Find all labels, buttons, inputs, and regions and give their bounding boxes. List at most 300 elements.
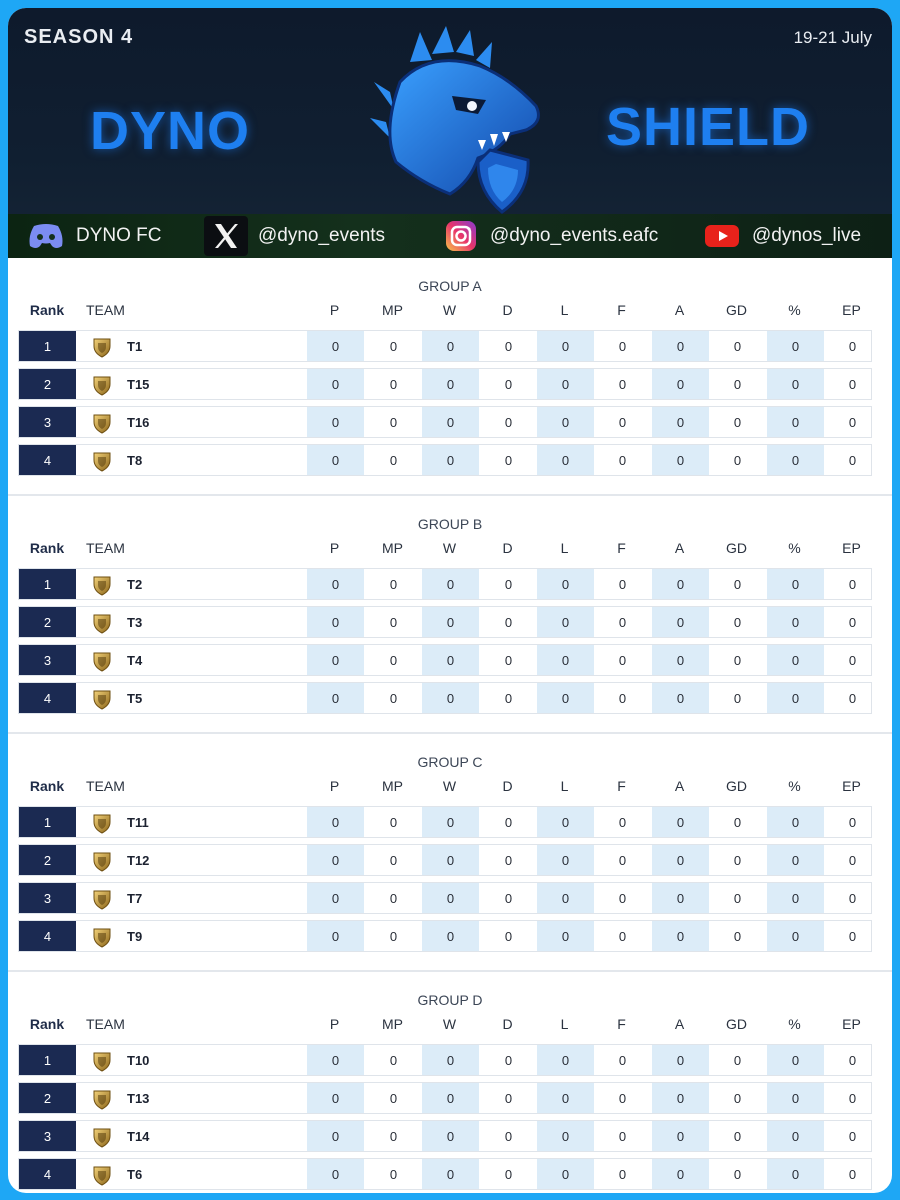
stat-cell: 0 [307, 845, 364, 875]
stat-cell: 0 [422, 883, 479, 913]
column-header-stat: F [617, 540, 626, 556]
stat-cell: 0 [422, 1121, 479, 1151]
team-name: T14 [127, 1128, 150, 1144]
stat-cell: 0 [733, 852, 742, 868]
stat-cell: 0 [652, 369, 709, 399]
column-header-stat: F [617, 302, 626, 318]
stat-cell: 0 [652, 645, 709, 675]
column-header-stat: EP [842, 540, 861, 556]
stat-cell: 0 [504, 852, 513, 868]
stat-cell: 0 [652, 607, 709, 637]
stat-cell: 0 [767, 645, 824, 675]
stat-cell: 0 [618, 928, 627, 944]
stat-cell: 0 [389, 928, 398, 944]
table-row[interactable] [18, 1044, 872, 1076]
team-name: T10 [127, 1052, 150, 1068]
stat-cell: 0 [733, 1128, 742, 1144]
table-row[interactable] [18, 568, 872, 600]
stat-cell: 0 [767, 607, 824, 637]
stat-cell: 0 [618, 1090, 627, 1106]
stat-cell: 0 [848, 928, 857, 944]
team-name: T3 [127, 614, 143, 630]
stat-cell: 0 [537, 807, 594, 837]
stat-cell: 0 [652, 407, 709, 437]
column-header-stat: W [442, 302, 457, 318]
stat-cell: 0 [848, 338, 857, 354]
stat-cell: 0 [733, 614, 742, 630]
social-label: @dyno_events.eafc [490, 225, 659, 246]
stat-cell: 0 [504, 614, 513, 630]
table-row[interactable] [18, 806, 872, 838]
stat-cell: 0 [848, 690, 857, 706]
stat-cell: 0 [422, 1045, 479, 1075]
column-header-stat: W [442, 778, 457, 794]
group-table [8, 496, 892, 734]
stat-cell: 0 [537, 921, 594, 951]
rank-cell: 2 [19, 845, 76, 875]
stat-cell: 0 [652, 1083, 709, 1113]
stat-cell: 0 [767, 445, 824, 475]
stat-cell: 0 [767, 845, 824, 875]
team-shield-icon [91, 812, 113, 834]
column-header-stat: MP [382, 540, 403, 556]
column-header-stat: L [560, 1016, 569, 1032]
column-header-team: TEAM [86, 1016, 125, 1032]
stat-cell: 0 [652, 1045, 709, 1075]
table-row[interactable] [18, 682, 872, 714]
stat-cell: 0 [767, 1121, 824, 1151]
stat-cell: 0 [307, 569, 364, 599]
team-name: T16 [127, 414, 150, 430]
column-header-stat: EP [842, 302, 861, 318]
stat-cell: 0 [848, 652, 857, 668]
stat-cell: 0 [389, 852, 398, 868]
column-header-stat: P [329, 302, 340, 318]
column-header-rank: Rank [29, 540, 65, 556]
column-header-stat: W [442, 1016, 457, 1032]
stat-cell: 0 [307, 1159, 364, 1189]
stat-cell: 0 [848, 890, 857, 906]
stat-cell: 0 [848, 814, 857, 830]
team-shield-icon [91, 850, 113, 872]
stat-cell: 0 [389, 1128, 398, 1144]
rank-cell: 1 [19, 807, 76, 837]
column-header-stat: A [674, 540, 685, 556]
column-header-rank: Rank [29, 778, 65, 794]
stat-cell: 0 [422, 1083, 479, 1113]
stat-cell: 0 [389, 690, 398, 706]
stat-cell: 0 [422, 331, 479, 361]
table-header [8, 540, 892, 558]
rank-cell: 4 [19, 683, 76, 713]
stat-cell: 0 [504, 576, 513, 592]
social-bar [8, 214, 892, 258]
stat-cell: 0 [767, 921, 824, 951]
stat-cell: 0 [389, 1166, 398, 1182]
stat-cell: 0 [537, 845, 594, 875]
stat-cell: 0 [652, 683, 709, 713]
stat-cell: 0 [733, 576, 742, 592]
stat-cell: 0 [307, 1083, 364, 1113]
stat-cell: 0 [767, 807, 824, 837]
stat-cell: 0 [733, 1052, 742, 1068]
stat-cell: 0 [307, 1045, 364, 1075]
stat-cell: 0 [618, 1166, 627, 1182]
stat-cell: 0 [537, 569, 594, 599]
column-header-stat: MP [382, 778, 403, 794]
column-header-stat: D [502, 1016, 513, 1032]
stat-cell: 0 [504, 338, 513, 354]
column-header-stat: A [674, 778, 685, 794]
stat-cell: 0 [618, 376, 627, 392]
group-title: GROUP B [417, 516, 483, 532]
rank-cell: 4 [19, 1159, 76, 1189]
table-header [8, 778, 892, 796]
team-name: T12 [127, 852, 150, 868]
stat-cell: 0 [389, 814, 398, 830]
stat-cell: 0 [848, 1052, 857, 1068]
stat-cell: 0 [537, 445, 594, 475]
stat-cell: 0 [389, 452, 398, 468]
event-banner [8, 8, 892, 258]
team-shield-icon [91, 374, 113, 396]
rank-cell: 3 [19, 645, 76, 675]
stat-cell: 0 [504, 1166, 513, 1182]
group-title: GROUP D [417, 992, 483, 1008]
stat-cell: 0 [307, 883, 364, 913]
team-name: T8 [127, 452, 143, 468]
stat-cell: 0 [848, 614, 857, 630]
stat-cell: 0 [767, 1045, 824, 1075]
column-header-stat: EP [842, 1016, 861, 1032]
stat-cell: 0 [307, 645, 364, 675]
group-title: GROUP C [417, 754, 483, 770]
stat-cell: 0 [307, 331, 364, 361]
stat-cell: 0 [307, 807, 364, 837]
table-row[interactable] [18, 1120, 872, 1152]
table-row[interactable] [18, 1082, 872, 1114]
social-label: @dyno_events [258, 225, 386, 246]
stat-cell: 0 [537, 883, 594, 913]
team-name: T15 [127, 376, 150, 392]
stat-cell: 0 [504, 652, 513, 668]
event-dates: 19-21 July [793, 28, 872, 47]
stat-cell: 0 [733, 338, 742, 354]
rank-cell: 2 [19, 607, 76, 637]
team-name: T7 [127, 890, 143, 906]
stat-cell: 0 [767, 1159, 824, 1189]
column-header-stat: MP [382, 302, 403, 318]
stat-cell: 0 [504, 1128, 513, 1144]
team-shield-icon [91, 1164, 113, 1186]
team-shield-icon [91, 650, 113, 672]
stat-cell: 0 [618, 852, 627, 868]
stat-cell: 0 [422, 445, 479, 475]
column-header-stat: L [560, 302, 569, 318]
stat-cell: 0 [618, 690, 627, 706]
table-row[interactable] [18, 606, 872, 638]
team-shield-icon [91, 450, 113, 472]
stat-cell: 0 [422, 683, 479, 713]
stat-cell: 0 [848, 414, 857, 430]
social-x[interactable] [204, 214, 385, 258]
stat-cell: 0 [618, 452, 627, 468]
stat-cell: 0 [307, 445, 364, 475]
column-header-team: TEAM [86, 540, 125, 556]
stat-cell: 0 [307, 369, 364, 399]
social-label: DYNO FC [76, 225, 162, 246]
social-instagram[interactable] [444, 214, 658, 258]
stat-cell: 0 [422, 569, 479, 599]
stat-cell: 0 [618, 614, 627, 630]
stat-cell: 0 [618, 414, 627, 430]
title-dyno: DYNO [90, 101, 251, 161]
stat-cell: 0 [652, 569, 709, 599]
team-shield-icon [91, 612, 113, 634]
column-header-stat: % [788, 302, 801, 318]
rank-cell: 4 [19, 445, 76, 475]
stat-cell: 0 [537, 331, 594, 361]
stat-cell: 0 [537, 683, 594, 713]
team-shield-icon [91, 688, 113, 710]
stat-cell: 0 [389, 890, 398, 906]
stat-cell: 0 [389, 338, 398, 354]
stat-cell: 0 [767, 407, 824, 437]
stat-cell: 0 [652, 445, 709, 475]
team-shield-icon [91, 1050, 113, 1072]
stat-cell: 0 [389, 614, 398, 630]
team-name: T5 [127, 690, 143, 706]
stat-cell: 0 [618, 576, 627, 592]
stat-cell: 0 [848, 1166, 857, 1182]
table-row[interactable] [18, 920, 872, 952]
stat-cell: 0 [504, 1090, 513, 1106]
stat-cell: 0 [652, 1159, 709, 1189]
stat-cell: 0 [767, 569, 824, 599]
rank-cell: 2 [19, 369, 76, 399]
table-row[interactable] [18, 882, 872, 914]
stat-cell: 0 [618, 1052, 627, 1068]
group-table [8, 734, 892, 972]
column-header-stat: GD [726, 302, 747, 318]
team-name: T1 [127, 338, 143, 354]
stat-cell: 0 [618, 1128, 627, 1144]
team-shield-icon [91, 336, 113, 358]
column-header-stat: % [788, 540, 801, 556]
stat-cell: 0 [537, 607, 594, 637]
social-label: @dynos_live [752, 225, 862, 246]
column-header-rank: Rank [29, 1016, 65, 1032]
column-header-stat: A [674, 1016, 685, 1032]
standings-card [8, 8, 892, 1193]
stat-cell: 0 [389, 1052, 398, 1068]
column-header-stat: L [560, 540, 569, 556]
stat-cell: 0 [618, 814, 627, 830]
stat-cell: 0 [307, 607, 364, 637]
stat-cell: 0 [537, 369, 594, 399]
social-youtube[interactable] [704, 214, 861, 258]
rank-cell: 1 [19, 1045, 76, 1075]
group-table [8, 972, 892, 1193]
group-table [8, 258, 892, 496]
stat-cell: 0 [733, 690, 742, 706]
column-header-stat: F [617, 1016, 626, 1032]
stat-cell: 0 [537, 1045, 594, 1075]
stat-cell: 0 [307, 683, 364, 713]
dragon-shield-icon [360, 22, 550, 217]
stat-cell: 0 [848, 452, 857, 468]
table-row[interactable] [18, 406, 872, 438]
stat-cell: 0 [767, 331, 824, 361]
rank-cell: 1 [19, 331, 76, 361]
discord-icon [26, 222, 66, 250]
column-header-stat: D [502, 302, 513, 318]
stat-cell: 0 [733, 452, 742, 468]
stat-cell: 0 [848, 576, 857, 592]
stat-cell: 0 [422, 807, 479, 837]
stat-cell: 0 [733, 414, 742, 430]
stat-cell: 0 [848, 852, 857, 868]
stat-cell: 0 [652, 331, 709, 361]
stat-cell: 0 [422, 921, 479, 951]
stat-cell: 0 [504, 414, 513, 430]
stat-cell: 0 [767, 883, 824, 913]
instagram-icon [444, 220, 480, 252]
team-name: T11 [127, 814, 149, 830]
stat-cell: 0 [307, 407, 364, 437]
stat-cell: 0 [733, 928, 742, 944]
column-header-stat: D [502, 778, 513, 794]
stat-cell: 0 [733, 376, 742, 392]
team-shield-icon [91, 888, 113, 910]
stat-cell: 0 [537, 1121, 594, 1151]
stat-cell: 0 [537, 1159, 594, 1189]
rank-cell: 3 [19, 407, 76, 437]
rank-cell: 4 [19, 921, 76, 951]
stat-cell: 0 [422, 645, 479, 675]
column-header-stat: GD [726, 778, 747, 794]
team-shield-icon [91, 1126, 113, 1148]
column-header-stat: GD [726, 1016, 747, 1032]
column-header-stat: MP [382, 1016, 403, 1032]
stat-cell: 0 [733, 890, 742, 906]
youtube-icon [704, 223, 742, 249]
table-header [8, 302, 892, 320]
stat-cell: 0 [618, 890, 627, 906]
team-name: T13 [127, 1090, 150, 1106]
stat-cell: 0 [389, 414, 398, 430]
stat-cell: 0 [504, 376, 513, 392]
stat-cell: 0 [422, 407, 479, 437]
team-name: T9 [127, 928, 143, 944]
stat-cell: 0 [733, 814, 742, 830]
column-header-stat: P [329, 1016, 340, 1032]
stat-cell: 0 [733, 1090, 742, 1106]
team-name: T2 [127, 576, 143, 592]
stat-cell: 0 [389, 1090, 398, 1106]
stat-cell: 0 [422, 1159, 479, 1189]
stat-cell: 0 [848, 376, 857, 392]
column-header-stat: L [560, 778, 569, 794]
stat-cell: 0 [652, 921, 709, 951]
stat-cell: 0 [767, 1083, 824, 1113]
stat-cell: 0 [848, 1090, 857, 1106]
table-row[interactable] [18, 644, 872, 676]
stat-cell: 0 [652, 845, 709, 875]
stat-cell: 0 [504, 814, 513, 830]
stat-cell: 0 [422, 845, 479, 875]
season-label: SEASON 4 [24, 26, 134, 48]
stat-cell: 0 [504, 1052, 513, 1068]
team-name: T6 [127, 1166, 143, 1182]
column-header-team: TEAM [86, 778, 125, 794]
stat-cell: 0 [537, 407, 594, 437]
column-header-stat: % [788, 778, 801, 794]
social-discord[interactable] [26, 214, 162, 258]
column-header-team: TEAM [86, 302, 125, 318]
stat-cell: 0 [537, 1083, 594, 1113]
table-row[interactable] [18, 368, 872, 400]
column-header-stat: EP [842, 778, 861, 794]
stat-cell: 0 [504, 890, 513, 906]
stat-cell: 0 [733, 1166, 742, 1182]
stat-cell: 0 [504, 690, 513, 706]
stat-cell: 0 [767, 369, 824, 399]
table-row[interactable] [18, 444, 872, 476]
table-row[interactable] [18, 330, 872, 362]
stat-cell: 0 [307, 921, 364, 951]
column-header-stat: A [674, 302, 685, 318]
groups-container [8, 258, 892, 1193]
group-title: GROUP A [418, 278, 482, 294]
stat-cell: 0 [389, 652, 398, 668]
column-header-stat: F [617, 778, 626, 794]
column-header-stat: D [502, 540, 513, 556]
rank-cell: 3 [19, 883, 76, 913]
title-shield: SHIELD [606, 97, 811, 157]
stat-cell: 0 [848, 1128, 857, 1144]
team-name: T4 [127, 652, 143, 668]
column-header-rank: Rank [29, 302, 65, 318]
rank-cell: 3 [19, 1121, 76, 1151]
stat-cell: 0 [422, 369, 479, 399]
table-row[interactable] [18, 844, 872, 876]
column-header-stat: P [329, 778, 340, 794]
stat-cell: 0 [537, 645, 594, 675]
stat-cell: 0 [652, 883, 709, 913]
stat-cell: 0 [652, 807, 709, 837]
x-icon [204, 216, 248, 256]
column-header-stat: GD [726, 540, 747, 556]
table-row[interactable] [18, 1158, 872, 1190]
stat-cell: 0 [504, 452, 513, 468]
stat-cell: 0 [389, 576, 398, 592]
stat-cell: 0 [767, 683, 824, 713]
team-shield-icon [91, 412, 113, 434]
team-shield-icon [91, 1088, 113, 1110]
stat-cell: 0 [389, 376, 398, 392]
team-shield-icon [91, 574, 113, 596]
stat-cell: 0 [652, 1121, 709, 1151]
stat-cell: 0 [733, 652, 742, 668]
column-header-stat: P [329, 540, 340, 556]
column-header-stat: W [442, 540, 457, 556]
stat-cell: 0 [504, 928, 513, 944]
team-shield-icon [91, 926, 113, 948]
stat-cell: 0 [618, 338, 627, 354]
stat-cell: 0 [307, 1121, 364, 1151]
rank-cell: 2 [19, 1083, 76, 1113]
